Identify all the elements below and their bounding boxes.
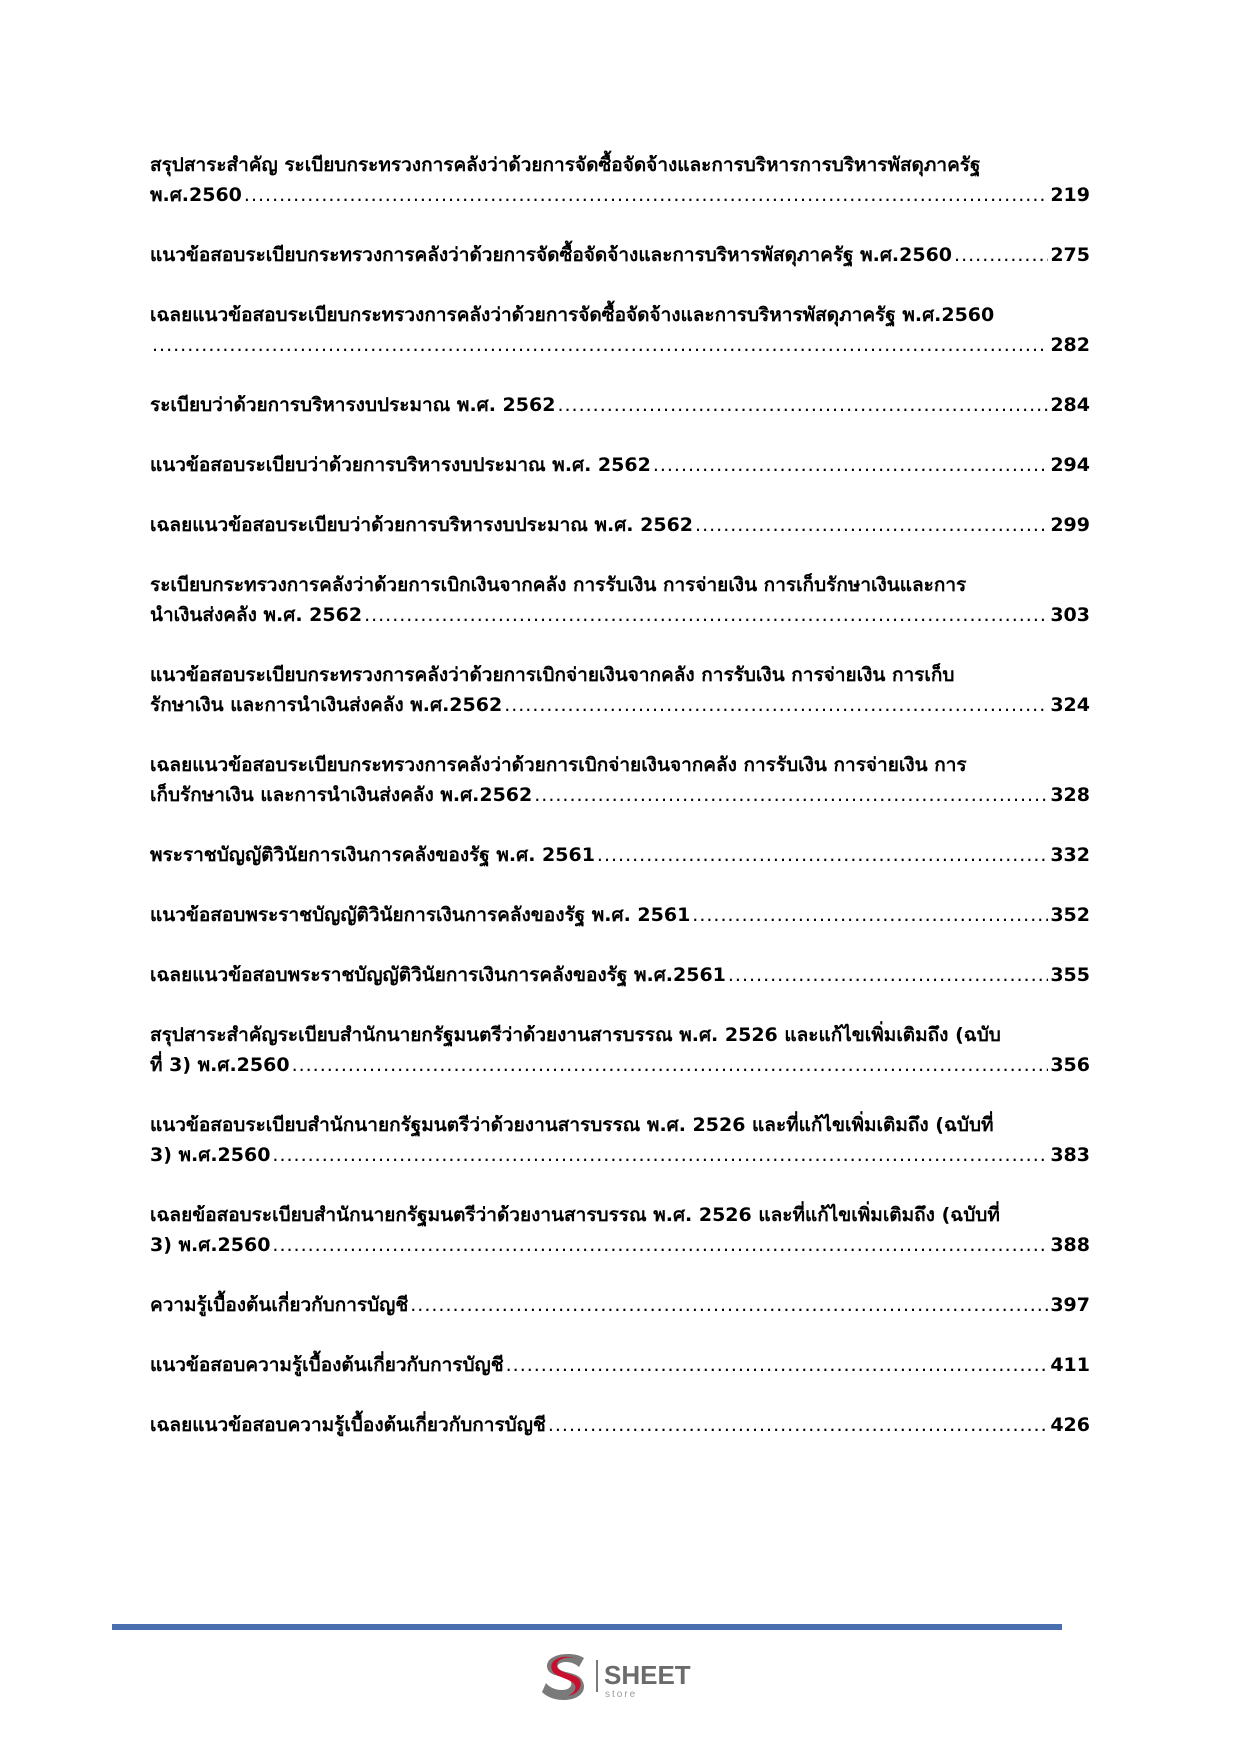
toc-entry-title-line: ระเบียบกระทรวงการคลังว่าด้วยการเบิกเงินจากคลัง การรับเงิน การจ่ายเงิน การเก็บรักษาเงินและการ bbox=[150, 574, 967, 596]
toc-entry[interactable] bbox=[150, 450, 1090, 480]
toc-entry-title-line: เฉลยข้อสอบระเบียบสำนักนายกรัฐมนตรีว่าด้วยงานสารบรรณ พ.ศ. 2526 และที่แก้ไขเพิ่มเติมถึง (ฉบับที่ bbox=[150, 1204, 1000, 1226]
dot-leader bbox=[548, 1410, 1049, 1440]
toc-entry-page-number: 332 bbox=[1050, 844, 1090, 866]
toc-entry[interactable] bbox=[150, 300, 1090, 360]
toc-entry-page-number: 397 bbox=[1050, 1294, 1090, 1316]
logo-text: SHEET bbox=[604, 1660, 691, 1690]
toc-entry[interactable] bbox=[150, 1020, 1090, 1080]
dot-leader bbox=[692, 900, 1048, 930]
logo-subtext: store bbox=[605, 1689, 638, 1700]
toc-entry-title: เก็บรักษาเงิน และการนำเงินส่งคลัง พ.ศ.2562 bbox=[150, 784, 533, 806]
toc-entry-title: 3) พ.ศ.2560 bbox=[150, 1234, 271, 1256]
toc-entry-leader-row bbox=[150, 780, 1090, 810]
toc-entry-leader-row bbox=[150, 510, 1090, 540]
toc-entry-leader-row bbox=[150, 450, 1090, 480]
toc-entry-leader-row bbox=[150, 1410, 1090, 1440]
toc-entry-title: เฉลยแนวข้อสอบระเบียบว่าด้วยการบริหารงบประมาณ พ.ศ. 2562 bbox=[150, 514, 694, 536]
toc-entry-title-line: แนวข้อสอบระเบียบกระทรวงการคลังว่าด้วยการเบิกจ่ายเงินจากคลัง การรับเงิน การจ่ายเงิน การเก็บ bbox=[150, 664, 955, 686]
toc-entry[interactable] bbox=[150, 240, 1090, 270]
toc-entry-leader-row bbox=[150, 960, 1090, 990]
toc-entry-title-line: เฉลยแนวข้อสอบระเบียบกระทรวงการคลังว่าด้วยการเบิกจ่ายเงินจากคลัง การรับเงิน การจ่ายเงิน การ bbox=[150, 754, 967, 776]
toc-entry-page-number: 275 bbox=[1050, 244, 1090, 266]
table-of-contents bbox=[150, 150, 1090, 1470]
logo-divider bbox=[596, 1660, 598, 1692]
dot-leader bbox=[506, 1350, 1049, 1380]
logo-s-icon bbox=[542, 1654, 584, 1700]
dot-leader bbox=[534, 780, 1048, 810]
dot-leader bbox=[597, 840, 1048, 870]
toc-entry-title: พ.ศ.2560 bbox=[150, 184, 242, 206]
toc-entry-page-number: 294 bbox=[1050, 454, 1090, 476]
toc-entry-page-number: 352 bbox=[1050, 904, 1090, 926]
toc-entry-title: ที่ 3) พ.ศ.2560 bbox=[150, 1054, 290, 1076]
toc-entry-leader-row bbox=[150, 330, 1090, 360]
dot-leader bbox=[728, 960, 1048, 990]
toc-entry-title: ระเบียบว่าด้วยการบริหารงบประมาณ พ.ศ. 2562 bbox=[150, 394, 556, 416]
toc-entry-leader-row bbox=[150, 180, 1090, 210]
toc-entry-page-number: 324 bbox=[1050, 694, 1090, 716]
toc-entry-leader-row bbox=[150, 390, 1090, 420]
toc-entry[interactable] bbox=[150, 510, 1090, 540]
toc-entry-leader-row bbox=[150, 1350, 1090, 1380]
toc-entry[interactable] bbox=[150, 1290, 1090, 1320]
toc-entry-leader-row bbox=[150, 690, 1090, 720]
dot-leader bbox=[152, 330, 1048, 360]
toc-entry-page-number: 219 bbox=[1050, 184, 1090, 206]
toc-entry[interactable] bbox=[150, 390, 1090, 420]
toc-entry-title: เฉลยแนวข้อสอบความรู้เบื้องต้นเกี่ยวกับการบัญชี bbox=[150, 1414, 546, 1436]
dot-leader bbox=[244, 180, 1048, 210]
footer-rule bbox=[112, 1624, 1062, 1630]
dot-leader bbox=[653, 450, 1049, 480]
toc-entry-title: 3) พ.ศ.2560 bbox=[150, 1144, 271, 1166]
toc-entry[interactable] bbox=[150, 900, 1090, 930]
toc-entry-title-line: สรุปสาระสำคัญ ระเบียบกระทรวงการคลังว่าด้วยการจัดซื้อจัดจ้างและการบริหารการบริหารพัสดุภาครัฐ bbox=[150, 154, 981, 176]
toc-entry-leader-row bbox=[150, 1140, 1090, 1170]
dot-leader bbox=[410, 1290, 1048, 1320]
toc-entry-page-number: 426 bbox=[1050, 1414, 1090, 1436]
dot-leader bbox=[272, 1140, 1048, 1170]
toc-entry-page-number: 303 bbox=[1050, 604, 1090, 626]
toc-entry-title: รักษาเงิน และการนำเงินส่งคลัง พ.ศ.2562 bbox=[150, 694, 503, 716]
toc-entry-leader-row bbox=[150, 840, 1090, 870]
toc-entry-leader-row bbox=[150, 600, 1090, 630]
toc-entry[interactable] bbox=[150, 660, 1090, 720]
toc-entry-page-number: 355 bbox=[1050, 964, 1090, 986]
toc-entry-page-number: 383 bbox=[1050, 1144, 1090, 1166]
toc-entry-leader-row bbox=[150, 240, 1090, 270]
toc-entry-page-number: 299 bbox=[1050, 514, 1090, 536]
toc-entry-leader-row bbox=[150, 1050, 1090, 1080]
toc-entry-title-line: เฉลยแนวข้อสอบระเบียบกระทรวงการคลังว่าด้วยการจัดซื้อจัดจ้างและการบริหารพัสดุภาครัฐ พ.ศ.2560 bbox=[150, 304, 995, 326]
toc-entry[interactable] bbox=[150, 1350, 1090, 1380]
toc-entry-page-number: 356 bbox=[1050, 1054, 1090, 1076]
toc-entry-page-number: 282 bbox=[1050, 334, 1090, 356]
toc-entry[interactable] bbox=[150, 150, 1090, 210]
dot-leader bbox=[292, 1050, 1049, 1080]
toc-entry-page-number: 388 bbox=[1050, 1234, 1090, 1256]
toc-entry[interactable] bbox=[150, 1410, 1090, 1440]
toc-entry-title: ความรู้เบื้องต้นเกี่ยวกับการบัญชี bbox=[150, 1294, 409, 1316]
dot-leader bbox=[364, 600, 1048, 630]
toc-entry[interactable] bbox=[150, 960, 1090, 990]
toc-entry[interactable] bbox=[150, 1110, 1090, 1170]
toc-entry-leader-row bbox=[150, 900, 1090, 930]
dot-leader bbox=[504, 690, 1048, 720]
dot-leader bbox=[557, 390, 1048, 420]
dot-leader bbox=[695, 510, 1048, 540]
toc-entry-title-line: แนวข้อสอบระเบียบสำนักนายกรัฐมนตรีว่าด้วยงานสารบรรณ พ.ศ. 2526 และที่แก้ไขเพิ่มเติมถึง (ฉบับที่ bbox=[150, 1114, 994, 1136]
toc-entry[interactable] bbox=[150, 570, 1090, 630]
toc-entry-title: นำเงินส่งคลัง พ.ศ. 2562 bbox=[150, 604, 363, 626]
toc-entry-leader-row bbox=[150, 1290, 1090, 1320]
toc-entry-title: พระราชบัญญัติวินัยการเงินการคลังของรัฐ พ.ศ. 2561 bbox=[150, 844, 595, 866]
toc-entry-title: เฉลยแนวข้อสอบพระราชบัญญัติวินัยการเงินการคลังของรัฐ พ.ศ.2561 bbox=[150, 964, 726, 986]
toc-entry[interactable] bbox=[150, 750, 1090, 810]
toc-entry-title: แนวข้อสอบความรู้เบื้องต้นเกี่ยวกับการบัญชี bbox=[150, 1354, 504, 1376]
toc-entry-leader-row bbox=[150, 1230, 1090, 1260]
toc-entry-title: แนวข้อสอบระเบียบกระทรวงการคลังว่าด้วยการจัดซื้อจัดจ้างและการบริหารพัสดุภาครัฐ พ.ศ.2560 bbox=[150, 244, 953, 266]
toc-entry-page-number: 411 bbox=[1050, 1354, 1090, 1376]
toc-entry-title: แนวข้อสอบระเบียบว่าด้วยการบริหารงบประมาณ พ.ศ. 2562 bbox=[150, 454, 651, 476]
toc-entry[interactable] bbox=[150, 1200, 1090, 1260]
dot-leader bbox=[954, 240, 1048, 270]
toc-entry-title-line: สรุปสาระสำคัญระเบียบสำนักนายกรัฐมนตรีว่าด้วยงานสารบรรณ พ.ศ. 2526 และแก้ไขเพิ่มเติมถึง (ฉบับ bbox=[150, 1024, 1001, 1046]
sheet-store-logo bbox=[538, 1648, 708, 1704]
toc-entry-page-number: 284 bbox=[1050, 394, 1090, 416]
toc-entry-page-number: 328 bbox=[1050, 784, 1090, 806]
toc-entry[interactable] bbox=[150, 840, 1090, 870]
toc-entry-title: แนวข้อสอบพระราชบัญญัติวินัยการเงินการคลังของรัฐ พ.ศ. 2561 bbox=[150, 904, 691, 926]
dot-leader bbox=[272, 1230, 1048, 1260]
